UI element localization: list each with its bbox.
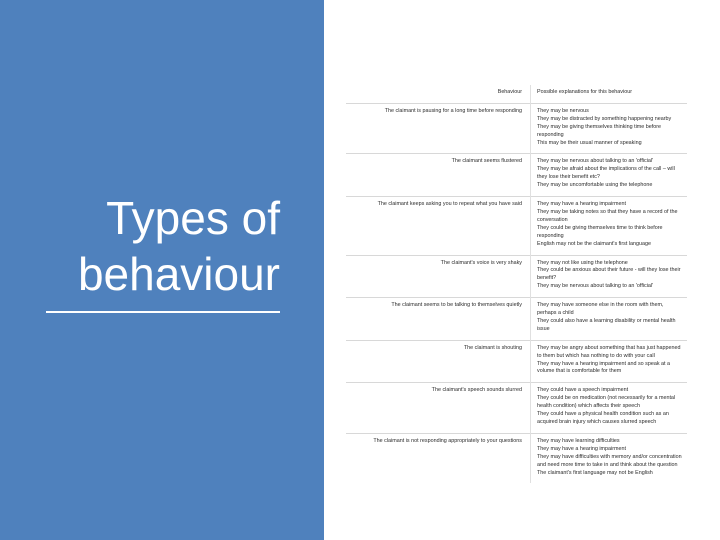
explanation-line: They may be uncomfortable using the telephone: [537, 182, 653, 189]
header-behaviour: Behaviour: [346, 85, 531, 103]
slide-title-line-1: Types of: [106, 192, 280, 244]
explanation-line: This may be their usual manner of speaking: [537, 139, 642, 146]
explanation-line: They may be angry about something that has just happened to them but which has nothing to do with your call: [537, 344, 681, 359]
slide-title-line-2: behaviour: [77, 248, 280, 300]
explanation-line: They may be nervous about talking to an 'official': [537, 158, 654, 165]
behaviour-cell: The claimant seems to be talking to themselves quietly: [346, 298, 531, 341]
header-explanations: Possible explanations for this behaviour: [537, 89, 632, 95]
explanation-line: They could be on medication (not necessarily for a mental health condition) which affects their speech: [537, 395, 676, 410]
explanations-cell: [531, 383, 688, 434]
table-row: [346, 433, 687, 483]
behaviour-cell: The claimant seems flustered: [346, 154, 531, 197]
explanations-cell: [531, 154, 688, 197]
explanation-line: They could have a speech impairment: [537, 387, 629, 394]
explanation-line: They may have difficulties with memory and/or concentration and need more time to take in and think about the question: [537, 453, 682, 468]
explanation-line: They may have a hearing impairment: [537, 445, 626, 452]
explanation-line: They may have a hearing impairment and so speak at a volume that is comfortable for them: [537, 360, 671, 375]
explanation-line: English may not be the claimant's first language: [537, 240, 651, 247]
explanation-line: They could also have a learning disability or mental health issue: [537, 317, 676, 332]
title-underline: [46, 311, 280, 313]
table-row: [346, 154, 687, 197]
table-row: [346, 383, 687, 434]
title-panel: [0, 0, 324, 540]
explanation-line: They may be nervous about talking to an 'official': [537, 283, 654, 290]
table-row: [346, 340, 687, 383]
explanation-line: They may be nervous: [537, 107, 589, 114]
table-row: [346, 103, 687, 154]
explanation-line: They may not like using the telephone: [537, 259, 628, 266]
explanations-cell: [531, 255, 688, 298]
behaviour-cell: The claimant's speech sounds slurred: [346, 383, 531, 434]
table-row: [346, 197, 687, 255]
explanations-cell: [531, 433, 688, 483]
table-row: [346, 298, 687, 341]
explanation-line: They could be anxious about their future - will they lose their benefit?: [537, 267, 681, 282]
behaviour-table: [346, 85, 687, 483]
explanation-line: They may be giving themselves thinking time before responding: [537, 123, 662, 138]
explanation-line: They may have learning difficulties: [537, 437, 620, 444]
explanation-line: They may have a hearing impairment: [537, 201, 626, 208]
explanations-cell: [531, 298, 688, 341]
explanation-line: The claimant's first language may not be English: [537, 469, 653, 476]
explanation-line: They may be distracted by something happening nearby: [537, 115, 672, 122]
slide-title: [78, 190, 280, 302]
table-header-row: [346, 85, 687, 103]
explanations-cell: [531, 103, 688, 154]
explanations-cell: [531, 340, 688, 383]
behaviour-cell: The claimant is pausing for a long time before responding: [346, 103, 531, 154]
explanation-line: They could have a physical health condition such as an acquired brain injury which causes slurred speech: [537, 411, 669, 425]
behaviour-cell: The claimant is not responding appropriately to your questions: [346, 433, 531, 483]
behaviour-cell: The claimant is shouting: [346, 340, 531, 383]
explanations-cell: [531, 197, 688, 255]
explanation-line: They may be taking notes so that they have a record of the conversation: [537, 208, 678, 223]
behaviour-cell: The claimant's voice is very shaky: [346, 255, 531, 298]
explanation-line: They could be giving themselves time to think before responding: [537, 224, 663, 239]
behaviour-cell: The claimant keeps asking you to repeat what you have said: [346, 197, 531, 255]
explanation-line: They may have someone else in the room with them, perhaps a child: [537, 302, 664, 317]
explanation-line: They may be afraid about the implications of the call – will they lose their benefit etc?: [537, 166, 675, 181]
table-row: [346, 255, 687, 298]
